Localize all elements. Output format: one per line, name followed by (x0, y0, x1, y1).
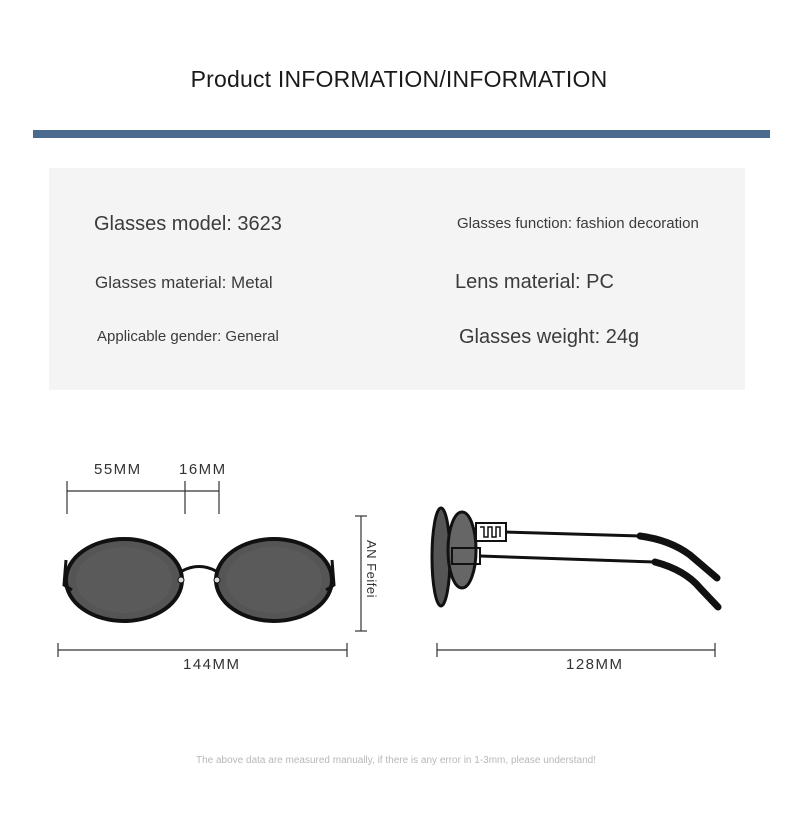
total-width-label: 144MM (183, 656, 241, 673)
measurement-note: The above data are measured manually, if there is any error in 1-3mm, please understand! (195, 755, 597, 766)
page-title: Product INFORMATION/INFORMATION (190, 66, 608, 92)
spec-function: Glasses function: fashion decoration (457, 215, 699, 232)
lens-width-label: 55MM (94, 461, 142, 478)
spec-material: Glasses material: Metal (95, 273, 273, 292)
spec-gender: Applicable gender: General (97, 328, 279, 345)
bridge-width-label: 16MM (179, 461, 227, 478)
front-glasses-image (64, 539, 334, 621)
height-label: AN Feifei (364, 540, 379, 598)
temple-length-label: 128MM (566, 656, 624, 673)
spec-weight: Glasses weight: 24g (459, 326, 640, 348)
spec-lens: Lens material: PC (455, 271, 614, 293)
side-glasses-image (432, 508, 718, 607)
spec-model: Glasses model: 3623 (94, 213, 282, 235)
